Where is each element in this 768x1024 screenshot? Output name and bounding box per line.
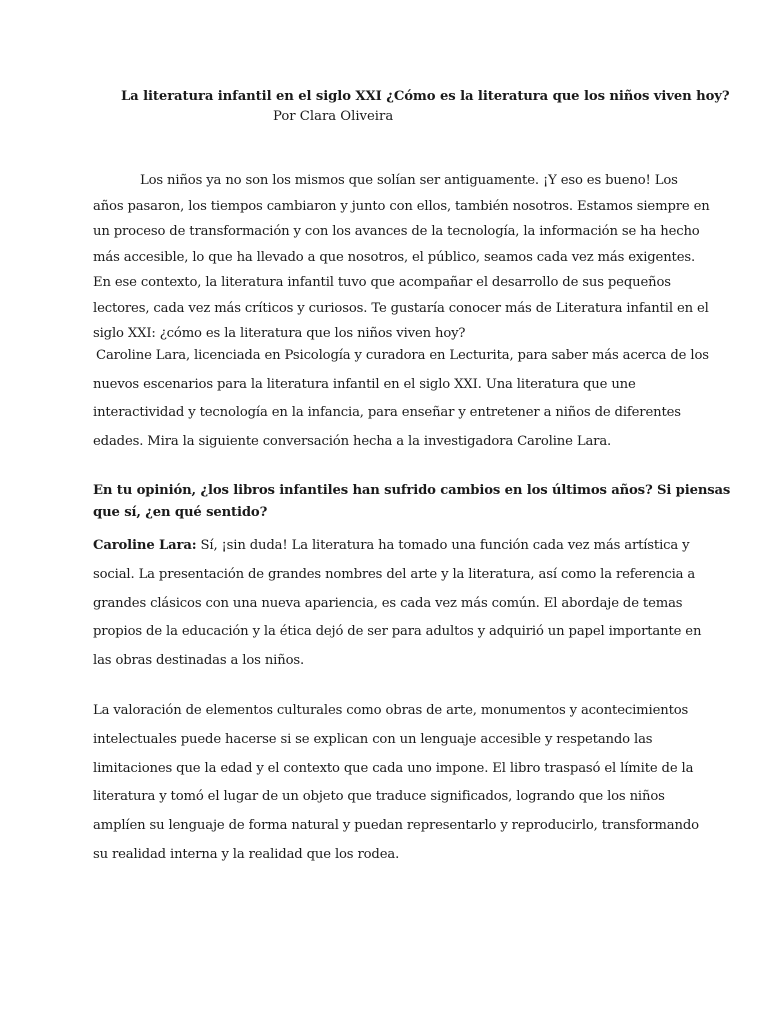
paragraph-caroline-intro bbox=[93, 342, 709, 456]
question-line: que sí, ¿en qué sentido? bbox=[93, 504, 268, 520]
answer-line: grandes clásicos con una nueva apariencia, es cada vez más común. El abordaje de temas bbox=[93, 595, 683, 611]
paragraph-line: limitaciones que la edad y el contexto que cada uno impone. El libro traspasó el límite de la bbox=[93, 760, 694, 776]
paragraph-line: amplíen su lenguaje de forma natural y puedan representarlo y reproducirlo, transformando bbox=[93, 818, 699, 834]
answer-line: propios de la educación y la ética dejó de ser para adultos y adquirió un papel importante en bbox=[93, 624, 702, 640]
answer-line: social. La presentación de grandes nombres del arte y la literatura, así como la referencia a bbox=[93, 566, 696, 582]
paragraph-line: En ese contexto, la literatura infantil tuvo que acompañar el desarrollo de sus pequeños bbox=[93, 275, 671, 290]
paragraph-line: literatura y tomó el lugar de un objeto que traduce significados, logrando que los niños bbox=[93, 789, 665, 805]
question-line: En tu opinión, ¿los libros infantiles han sufrido cambios en los últimos años? Si piensas bbox=[93, 483, 731, 498]
paragraph-line: más accesible, lo que ha llevado a que nosotros, el público, seamos cada vez más exigentes. bbox=[93, 249, 696, 265]
document-author: Por Clara Oliveira bbox=[273, 109, 394, 124]
paragraph-cultural-elements bbox=[93, 697, 699, 870]
paragraph-line: lectores, cada vez más críticos y curiosos. Te gustaría conocer más de Literatura infantil en el bbox=[93, 300, 709, 316]
document-title: La literatura infantil en el siglo XXI ¿Cómo es la literatura que los niños viven hoy? bbox=[121, 89, 730, 104]
paragraph-line: un proceso de transformación y con los avances de la tecnología, la información se ha hecho bbox=[93, 224, 700, 239]
paragraph-line: edades. Mira la siguiente conversación hecha a la investigadora Caroline Lara. bbox=[93, 433, 612, 449]
interview-question bbox=[93, 480, 731, 523]
paragraph-line: siglo XXI: ¿cómo es la literatura que los niños viven hoy? bbox=[93, 326, 466, 341]
paragraph-line: La valoración de elementos culturales como obras de arte, monumentos y acontecimientos bbox=[93, 703, 689, 718]
paragraph-line: Los niños ya no son los mismos que solían ser antiguamente. ¡Y eso es bueno! Los bbox=[140, 173, 678, 188]
answer-line: las obras destinadas a los niños. bbox=[93, 653, 305, 669]
answer-first-line bbox=[93, 532, 690, 561]
answer-speaker: Caroline Lara: bbox=[93, 538, 197, 553]
interview-answer bbox=[93, 532, 702, 676]
paragraph-intro bbox=[93, 168, 710, 347]
paragraph-line: su realidad interna y la realidad que los rodea. bbox=[93, 846, 400, 862]
paragraph-line: Caroline Lara, licenciada en Psicología y curadora en Lecturita, para saber más acerca de los bbox=[96, 348, 709, 363]
paragraph-line: años pasaron, los tiempos cambiaron y junto con ellos, también nosotros. Estamos siempre en bbox=[93, 198, 710, 214]
paragraph-line: intelectuales puede hacerse si se explican con un lenguaje accesible y respetando las bbox=[93, 731, 653, 747]
answer-text: Sí, ¡sin duda! La literatura ha tomado una función cada vez más artística y bbox=[196, 538, 690, 553]
paragraph-line: nuevos escenarios para la literatura infantil en el siglo XXI. Una literatura que une bbox=[93, 376, 636, 392]
paragraph-line: interactividad y tecnología en la infancia, para enseñar y entretener a niños de diferentes bbox=[93, 405, 681, 420]
